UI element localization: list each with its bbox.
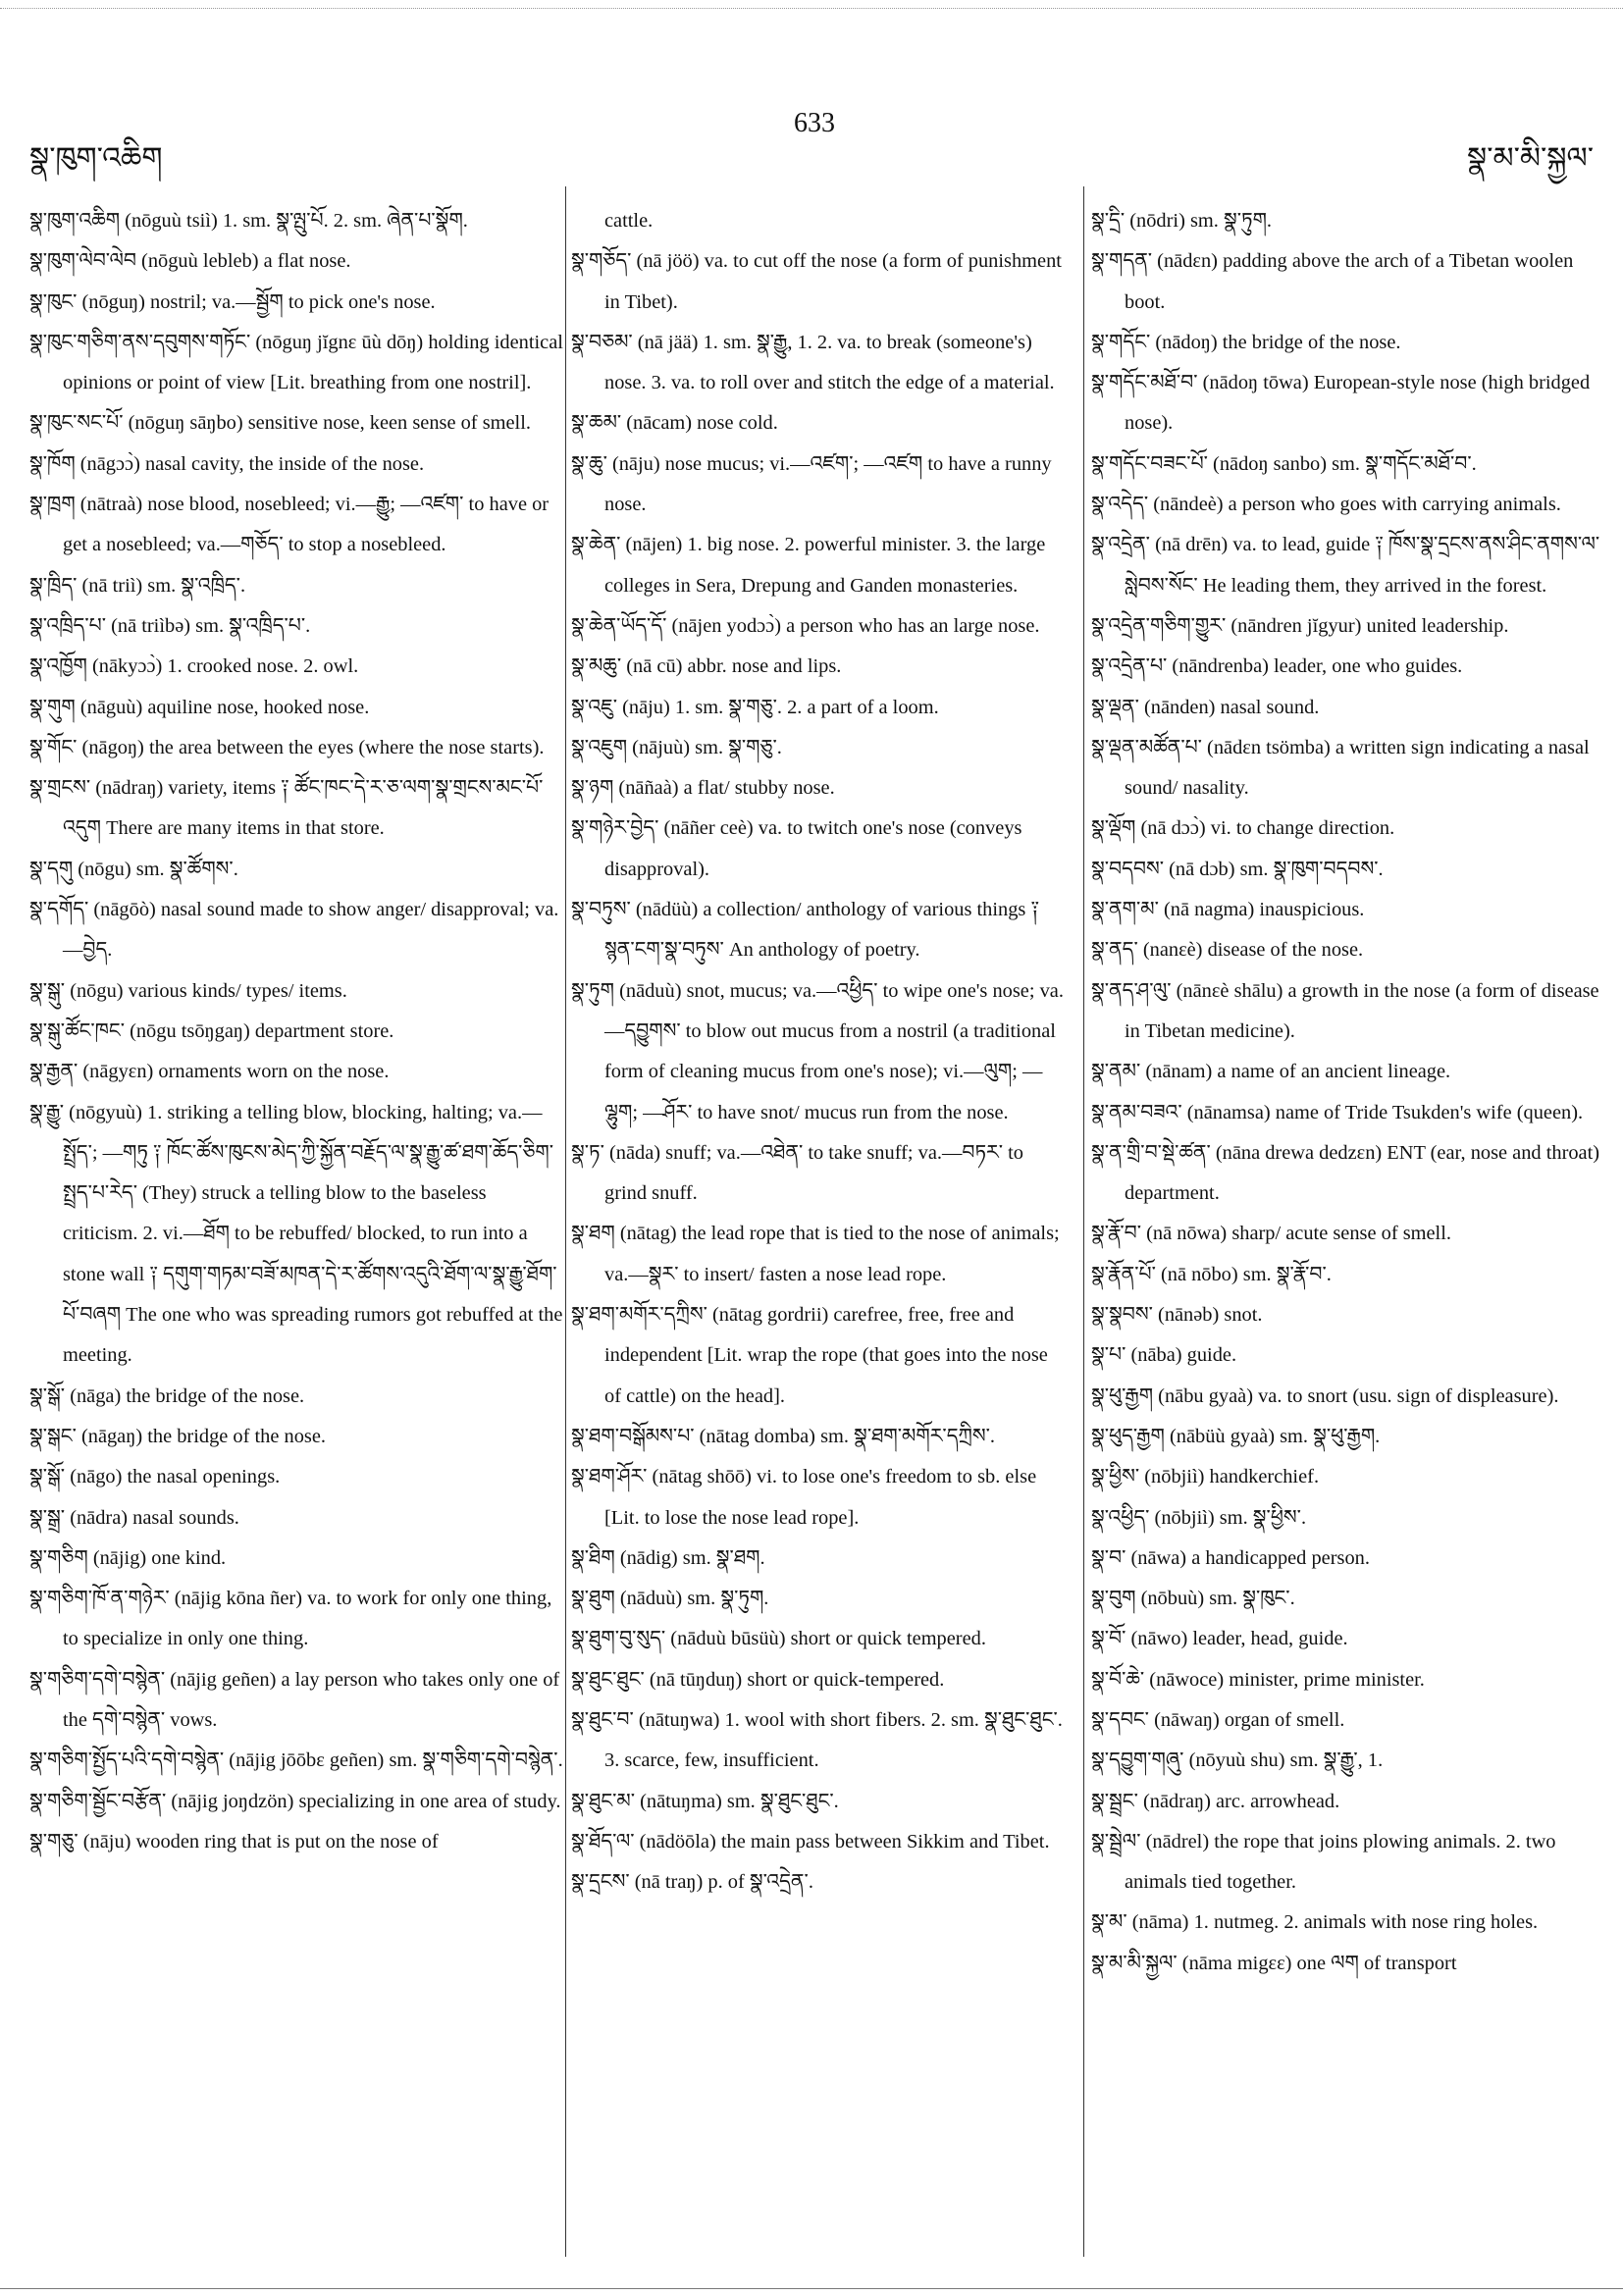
top-scan-edge [0,8,1623,9]
dictionary-entry: སྣ་མ་ (nāma) 1. nutmeg. 2. animals with nose ring holes. [1091,1911,1539,1934]
dictionary-entry: སྣ་ཐོད་ལ་ (nādöōla) the main pass between Sikkim and Tibet. [571,1830,1050,1852]
dictionary-entry: སྣ་དགུ (nōgu) sm. སྣ་ཚོགས་. [29,858,238,880]
dictionary-entry: སྣ་བུག (nōbuù) sm. སྣ་ཁུང་. [1091,1588,1295,1610]
dictionary-entry: སྣ་མཆུ་ (nā cū) abbr. nose and lips. [571,655,842,678]
dictionary-entry: སྣ་དྲངས་ (nā traŋ) p. of སྣ་འདྲེན་. [571,1871,813,1894]
dictionary-entry: སྣ་ཕུ་རྒྱག (nābu gyaà) va. to snort (usu. sign of displeasure). [1091,1384,1559,1407]
dictionary-entry: སྣ་གཅིག་དགེ་བསྙེན་ (nājig geñen) a lay person who takes only one of the དགེ་བསྙེན་ vows. [29,1668,560,1731]
dictionary-entry: སྣ་མ་མི་སྐྱལ་ (nāma migεε) one ལག of transport [1091,1952,1457,1974]
dictionary-entry: སྣ་སྦྲེལ་ (nādrel) the rope that joins plowing animals. 2. two animals tied together. [1091,1830,1556,1894]
dictionary-entry: སྣ་ཐུང་མ་ (nātuŋma) sm. སྣ་ཐུང་ཐུང་. [571,1790,839,1812]
dictionary-entry: སྣ་ཕུད་རྒྱག (nābüù gyaà) sm. སྣ་ཕུ་རྒྱག. [1091,1425,1381,1447]
dictionary-entry: སྣ་ཐག (nātag) the lead rope that is tied to the nose of animals; va.—སྣར་ to insert/ fasten a nose lead rope. [571,1223,1060,1285]
dictionary-entry: སྣ་འཕྱིད་ (nōbjiì) sm. སྣ་ཕྱིས་. [1091,1506,1307,1529]
dictionary-entry: སྣ་ཐུག (nāduù) sm. སྣ་ཏུག. [571,1588,769,1610]
dictionary-entry: སྣ་རྒྱུ་ (nōgyuù) 1. striking a telling blow, blocking, halting; va.—སྤྲོད་; —གཏུ ༑ ཁོང་ཚོས་ཁུངས་མེད་ཀྱི་སྐྱོན་བརྗོད་ལ་སྣ་རྒྱུ་ཚ་ཐག་ཆོད་ཅིག་སྤྲད་པ་རེད་ (They) struck a telling blow to the baseless criticism. 2. vi.—ཐོག to be rebuffed/ blocked, to run into a stone wall ༑ དགུག་གཏམ་བཟོ་མཁན་དེ་ར་ཚོགས་འདུའི་ཐོག་ལ་སྣ་རྒྱུ་ཐོག་པོ་བཞག The one who was spreading rumors got rebuffed at the meeting. [29,1101,563,1367]
dictionary-entry: སྣ་གྲངས་ (nādraŋ) variety, items ༑ ཚོང་ཁང་དེ་ར་ཅ་ལག་སྣ་གྲངས་མང་པོ་འདུག There are many items in that store. [29,777,544,840]
dictionary-entry: སྣ་འཁྲིད་པ་ (nā triìbə) sm. སྣ་འཁྲིད་པ་. [29,614,311,637]
dictionary-entry: སྣ་དྲི་ (nōdri) sm. སྣ་ཏུག. [1091,210,1273,232]
dictionary-column-3 [1091,201,1611,2271]
dictionary-entry: སྣ་སྣབས་ (nānəb) snot. [1091,1304,1263,1327]
dictionary-entry: སྣ་ལྡན་མཚོན་པ་ (nādεn tsömba) a written sign indicating a nasal sound/ nasality. [1091,736,1590,800]
dictionary-entry: སྣ་ཉག (nāñaà) a flat/ stubby nose. [571,777,835,800]
dictionary-entry: སྣ་ནད་ཤ་ལུ་ (nānεè shālu) a growth in the nose (a form of disease in Tibetan medicine). [1091,979,1599,1042]
dictionary-entry: སྣ་པ་ (nāba) guide. [1091,1344,1237,1367]
dictionary-entry: སྣ་ཁྲིད་ (nā triì) sm. སྣ་འཁྲིད་. [29,574,246,597]
dictionary-entry: སྣ་རྣོ་བ་ (nā nōwa) sharp/ acute sense of smell. [1091,1223,1451,1245]
dictionary-entry: སྣ་འཁྱོག (nākyɔɔ̀) 1. crooked nose. 2. owl. [29,655,359,678]
dictionary-entry: སྣ་ཐུང་ཐུང་ (nā tūŋduŋ) short or quick-tempered. [571,1668,945,1691]
dictionary-entry: སྣ་གདན་ (nādεn) padding above the arch of a Tibetan woolen boot. [1091,250,1574,313]
dictionary-entry: སྣ་ཁུང་སང་པོ་ (nōguŋ sāŋbo) sensitive nose, keen sense of smell. [29,412,531,435]
dictionary-entry: སྣ་གཅིག་ཁོ་ན་གཉེར་ (nājig kōna ñer) va. to work for only one thing, to specialize in only one thing. [29,1588,552,1650]
dictionary-column-1 [29,201,564,2271]
dictionary-entry: སྣ་ཁུག་ལེབ་ལེབ (nōguù lebleb) a flat nose. [29,250,351,273]
dictionary-entry: སྣ་ཁོག (nāgɔɔ̀) nasal cavity, the inside of the nose. [29,452,425,475]
dictionary-entry: སྣ་བདབས་ (nā dɔb) sm. སྣ་ཁུག་བདབས་. [1091,858,1384,880]
dictionary-entry: སྣ་ཐག་ཤོར་ (nātag shōō) vi. to lose one's freedom to sb. else [Lit. to lose the nose lead rope]. [571,1466,1037,1529]
dictionary-column-2 [571,201,1067,2271]
dictionary-entry: སྣ་ཁྲག (nātraà) nose blood, nosebleed; vi.—རྒྱུ; —འཛག་ to have or get a nosebleed; va.—གཅོད་ to stop a nosebleed. [29,494,550,556]
dictionary-entry: སྣ་སྦྲང་ (nādraŋ) arc. arrowhead. [1091,1790,1340,1812]
column-divider-1 [565,186,566,2257]
dictionary-entry: སྣ་འཇུག (nājuù) sm. སྣ་གཅུ་. [571,736,782,758]
dictionary-entry: སྣ་གཅུ་ (nāju) wooden ring that is put on the nose of [29,1830,439,1852]
dictionary-entry: སྣ་ཏུག (nāduù) snot, mucus; va.—འཕྱིད་ to wipe one's nose; va.—དབྱུགས་ to blow out mucus from a nostril (a traditional form of cleaning mucus from one's nose); vi.—ལུག; —ལྷུག; —ཤོར་ to have snot/ mucus run from the nose. [571,979,1064,1123]
dictionary-entry: སྣ་འདེད་ (nāndeè) a person who goes with carrying animals. [1091,494,1561,516]
dictionary-entry: སྣ་དབང་ (nāwaŋ) organ of smell. [1091,1708,1345,1731]
dictionary-entry: སྣ་སྒྲ་ (nādra) nasal sounds. [29,1506,239,1529]
dictionary-entry: སྣ་བོ་ (nāwo) leader, head, guide. [1091,1628,1348,1650]
dictionary-entry: སྣ་གདོང་མཐོ་བ་ (nādoŋ tōwa) European-style nose (high bridged nose). [1091,372,1591,435]
dictionary-entry: སྣ་རྣོན་པོ་ (nā nōbo) sm. སྣ་རྣོ་བ་. [1091,1263,1332,1285]
dictionary-entry: སྣ་ནད་ (nanεè) disease of the nose. [1091,939,1364,962]
dictionary-entry: སྣ་སྒང་ (nāgaŋ) the bridge of the nose. [29,1425,326,1447]
dictionary-entry: སྣ་ཏ་ (nāda) snuff; va.—འཐེན་ to take snuff; va.—བཏར་ to grind snuff. [571,1141,1024,1205]
dictionary-entry: སྣ་སྒོ་ (nāgo) the nasal openings. [29,1466,281,1488]
dictionary-entry: སྣ་འདྲེན་པ་ (nāndrenba) leader, one who guides. [1091,655,1463,678]
guide-word-left: སྣ་ཁུག་འཆིག [29,142,163,175]
page-number: 633 [794,108,835,138]
dictionary-entry: སྣ་ཐག་མགོར་དཀྲིས་ (nātag gordrii) carefree, free, free and independent [Lit. wrap the rope (that goes into the nose of cattle) on the head]. [571,1304,1048,1407]
dictionary-entry: སྣ་འདྲེན་གཅིག་གྱུར་ (nāndren jĭgyur) united leadership. [1091,614,1509,637]
dictionary-entry: སྣ་གོང་ (nāgoŋ) the area between the eyes (where the nose starts). [29,736,545,758]
dictionary-entry: སྣ་ཆེན་ཡོད་དོ་ (nājen yodɔɔ̀) a person who has an large nose. [571,614,1040,637]
dictionary-entry: སྣ་གཅིག་སྤྱོད་པའི་དགེ་བསྙེན་ (nājig jōōbε geñen) sm. སྣ་གཅིག་དགེ་བསྙེན་. [29,1749,563,1772]
dictionary-entry: སྣ་ཆམ་ (nācam) nose cold. [571,412,778,435]
dictionary-entry: སྣ་ཆེན་ (nājen) 1. big nose. 2. powerful minister. 3. the large colleges in Sera, Drepung and Ganden monasteries. [571,534,1046,597]
dictionary-entry: སྣ་ཐུག་བུ་སུད་ (nāduù būsüù) short or quick tempered. [571,1628,986,1650]
dictionary-entry: སྣ་ལྡོག (nā dɔɔ̀) vi. to change direction. [1091,817,1395,840]
dictionary-entry: སྣ་ཆུ་ (nāju) nose mucus; vi.—འཛག་; —འཛག to have a runny nose. [571,452,1052,516]
dictionary-entry: སྣ་སྒོ་ (nāga) the bridge of the nose. [29,1384,305,1407]
dictionary-entry: སྣ་བ་ (nāwa) a handicapped person. [1091,1546,1370,1569]
dictionary-entry: སྣ་ན་གྲི་བ་སྡེ་ཚན་ (nāna drewa dedzεn) ENT (ear, nose and throat) department. [1091,1141,1600,1205]
dictionary-entry: སྣ་གཅིག་སྦྱོང་བརྩོན་ (nājig joŋdzön) specializing in one area of study. [29,1790,561,1812]
dictionary-entry-continuation: cattle. [604,210,654,232]
dictionary-entry: སྣ་རྒྱན་ (nāgyεn) ornaments worn on the nose. [29,1061,390,1083]
dictionary-entry: སྣ་གུག (nāguù) aquiline nose, hooked nose. [29,696,370,718]
dictionary-entry: སྣ་དབྱུག་གཞུ་ (nōyuù shu) sm. སྣ་རྒྱུ་, 1. [1091,1749,1384,1772]
dictionary-entry: སྣ་འཇུ་ (nāju) 1. sm. སྣ་གཅུ་. 2. a part of a loom. [571,696,939,718]
dictionary-entry: སྣ་གཉེར་བྱེད་ (nāñer ceè) va. to twitch one's nose (conveys disapproval). [571,817,1022,880]
dictionary-entry: སྣ་བཅམ་ (nā jää) 1. sm. སྣ་རྒྱུ, 1. 2. va. to break (someone's) nose. 3. va. to roll over and stitch the edge of a material. [571,331,1055,394]
dictionary-entry: སྣ་བཏུས་ (nādüù) a collection/ anthology of various things ༑ སྙན་ངག་སྣ་བཏུས་ An anthology of poetry. [571,899,1040,962]
dictionary-entry: སྣ་ཁུག་འཆིག (nōguù tsiì) 1. sm. སྣ་ལྤུ་པོ. 2. sm. ཞེན་པ་སྣོག. [29,210,468,232]
bottom-scan-edge [0,2288,1623,2289]
guide-word-right: སྣ་མ་མི་སྐྱལ་ [1467,142,1594,175]
dictionary-entry: སྣ་གདོང་བཟང་པོ་ (nādoŋ sanbo) sm. སྣ་གདོང་མཐོ་བ་. [1091,452,1477,475]
dictionary-entry: སྣ་ཁུང་ (nōguŋ) nostril; va.—སྦྱོག to pick one's nose. [29,290,436,313]
dictionary-entry: སྣ་ཕྱིས་ (nōbjiì) handkerchief. [1091,1466,1320,1488]
dictionary-entry: སྣ་གདོང་ (nādoŋ) the bridge of the nose. [1091,331,1401,353]
dictionary-entry: སྣ་འདྲེན་ (nā drēn) va. to lead, guide ༑ ཁོས་སྣ་དྲངས་ནས་ཤིང་ནགས་ལ་སླེབས་སོང་ He leading them, they arrived in the forest. [1091,534,1600,597]
dictionary-entry: སྣ་གཅིག (nājig) one kind. [29,1546,227,1569]
dictionary-entry: སྣ་སྒུ་ཚོང་ཁང་ (nōgu tsōŋgaŋ) department store. [29,1019,394,1042]
dictionary-entry: སྣ་ཐུང་བ་ (nātuŋwa) 1. wool with short fibers. 2. sm. སྣ་ཐུང་ཐུང་. 3. scarce, few, insufficient. [571,1708,1063,1772]
dictionary-entry: སྣ་དགོད་ (nāgōò) nasal sound made to show anger/ disapproval; va.—བྱེད. [29,899,559,962]
dictionary-entry: སྣ་ཐིག (nādig) sm. སྣ་ཐག. [571,1546,765,1569]
dictionary-entry: སྣ་ལྡན་ (nānden) nasal sound. [1091,696,1320,718]
dictionary-entry: སྣ་བོ་ཆེ་ (nāwoce) minister, prime minister. [1091,1668,1425,1691]
dictionary-entry: སྣ་ཐག་བསྒོམས་པ་ (nātag domba) sm. སྣ་ཐག་མགོར་དཀྲིས་. [571,1425,996,1447]
dictionary-entry: སྣ་ནམ་ (nānam) a name of an ancient lineage. [1091,1061,1451,1083]
dictionary-entry: སྣ་གཅོད་ (nā jöö) va. to cut off the nose (a form of punishment in Tibet). [571,250,1062,313]
dictionary-entry: སྣ་ཁུང་གཅིག་ནས་དབུགས་གཏོང་ (nōguŋ jĭgnε ūù dōŋ) holding identical opinions or point of view [Lit. breathing from one nostril]. [29,331,563,394]
column-divider-2 [1083,186,1084,2257]
dictionary-entry: སྣ་སྒུ་ (nōgu) various kinds/ types/ items. [29,979,347,1002]
dictionary-entry: སྣ་ནམ་བཟའ་ (nānamsa) name of Tride Tsukden's wife (queen). [1091,1101,1584,1123]
dictionary-entry: སྣ་ནག་མ་ (nā nagma) inauspicious. [1091,899,1365,921]
